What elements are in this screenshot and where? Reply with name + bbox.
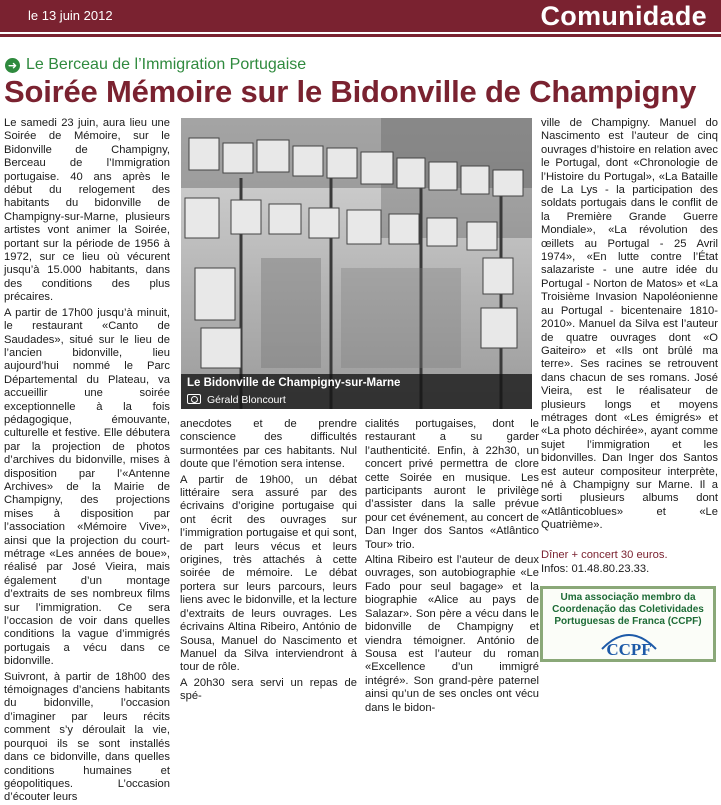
section-title: Comunidade [540, 1, 707, 31]
ccpf-logo [598, 627, 660, 659]
paragraph: Suivront, à partir de 18h00 des témoignages d’anciens habitants du bidonville, l’occasion d’imaginer par leurs récits comment s’y déroulait la vie, pourquoi ils se sont installés dans ce bidonville, dans quelles conditions humaines et géopolitiques. L’occasion d’écouter leurs [4, 670, 170, 804]
ccpf-logo-text: CCPF [606, 640, 652, 659]
association-line-3: Portuguesas de Franca (CCPF) [554, 616, 702, 627]
paragraph: A partir de 19h00, un débat littéraire sera assuré par des écrivains d’origine portugaise qui ont écrit des ouvrages sur l’immigration portugaise et qui sont, de part leurs vécus et leurs origines, très attachés à cette soirée de mémoire. Le débat portera sur leurs parcours, leurs liens avec le bidonville, et la lecture d’extraits de leurs ouvrages. Les écrivains Altina Ribeiro, António de Sousa, Manuel do Nascimento et Manuel da Silva interviendront à tour de rôle. [180, 473, 357, 674]
photo-caption-bar [181, 374, 532, 409]
paragraph: ville de Champigny. Manuel do Nascimento est l’auteur de cinq ouvrages d’histoire en relation avec le Portugal, dont «Chronologie de l’Histoire du Portugal», «La Bataille de La Lys - la participation des soldats portugais dans le conflit de la Première Grande Guerre Mondiale», «La révolution des œillets au Portugal - 25 Avril 1974», «En lutte contre l’État salazariste - une autre idée du Portugal - Norton de Matos» et «La Troisième Invasion Napoléonienne au Portugal - bicentenaire 1810-2010». Manuel da Silva est l’auteur de quatre ouvrages dont «O Gaiteiro» et «Ils ont brûlé ma terre». Ses racines se retrouvent dans chacun de ses romans. José Vieira, est le réalisateur de plusieurs longs et moyens métrages dont «Les émigrés» et «La photo déchirée», ayant comme sujet l’immigration et les bidonvilles. Dan Inger dos Santos est auteur compositeur interprète, né à Champigny sur Marne. Il a sorti plusieurs albums dont «Atlânticoblues» et «Le Quatrième». [541, 117, 718, 532]
article-photo [181, 118, 532, 409]
article-column-4 [541, 117, 718, 545]
issue-date: le 13 juin 2012 [28, 8, 113, 23]
paragraph: Altina Ribeiro est l’auteur de deux ouvrages, son autobiographie «Le Fado pour seul bagage» et la biographie «Alice au pays de Salazar». Son père a vécu dans le bidonville de Champigny et viendra témoigner. António de Sousa est l’auteur du roman «Excellence d’un immigré intégré». Son grand-père paternel ainsi qu’un de ses oncles ont vécu dans le bidon- [365, 554, 539, 714]
camera-icon [187, 394, 201, 404]
photo-caption: Le Bidonville de Champigny-sur-Marne [187, 377, 401, 389]
association-box [540, 586, 716, 662]
paragraph: anecdotes et de prendre conscience des difficultés surmontées par ces habitants. Nul doute que l’émotion sera intense. [180, 418, 357, 471]
article-kicker [5, 56, 306, 74]
paragraph: A 20h30 sera servi un repas de spé- [180, 676, 357, 703]
article-headline: Soirée Mémoire sur le Bidonville de Champigny [4, 74, 697, 109]
paragraph: cialités portugaises, dont le restaurant a su garder l’authenticité. Enfin, à 22h30, un concert privé permettra de clore cette Soirée en musique. Les participants auront le privilège d’assister dans la salle prévue pour cet événement, au concert de Dan Inger dos Santos «Atlântico Tour» trio. [365, 418, 539, 551]
article-column-3 [365, 418, 539, 714]
phone-info: Infos: 01.48.80.23.33. [541, 563, 650, 575]
section-header-bar [0, 0, 721, 32]
photo-credit: Gérald Bloncourt [207, 394, 286, 406]
article-column-1 [4, 117, 170, 804]
arrow-right-icon: ➜ [5, 58, 20, 73]
kicker-text: Le Berceau de l’Immigration Portugaise [26, 56, 307, 73]
association-line-1: Uma associação membro da [560, 592, 696, 603]
paragraph: Le samedi 23 juin, aura lieu une Soirée de Mémoire, sur le Bidonville de Champigny, Berceau de l’Immigration portugaise. 40 ans après le début du relogement des habitants du bidonville de Champigny-sur-Marne, plusieurs artistes vont animer la Soirée, portant sur la période de 1956 à 1972, sur ce lieu où vécurent jusqu’à 15.000 habitants, dans des conditions des plus précaires. [4, 117, 170, 304]
association-line-2: Coordenação das Coletividades [552, 604, 704, 615]
header-rule [0, 34, 721, 37]
price-info: Dîner + concert 30 euros. [541, 549, 668, 561]
mailboxes-photo-illustration [181, 118, 532, 409]
paragraph: A partir de 17h00 jusqu’à minuit, le restaurant «Canto de Saudades», situé sur le lieu de l’ancien bidonville, lieu aujourd’hui nommé le Parc Départemental du Plateau, va accueillir une soirée exceptionnelle à la fois pédagogique, émouvante, culturelle et festive. Elle débutera par la projection de photos d’archives du bidonville, mises à disposition par l’«Antenne Archives» de la Mairie de Champigny, des projections mises à disposition par l’association «Mémoire Vive», ainsi que la projection du court-métrage «Les années de boue», réalisé par José Vieira, mais également d’un montage d’extraits de ses nombreux films sur l’immigration. Ce sera l’occasion de voir dans quelles conditions la vague d’immigrés portugais a vécu dans ce bidonville. [4, 306, 170, 668]
article-column-2 [180, 418, 357, 703]
